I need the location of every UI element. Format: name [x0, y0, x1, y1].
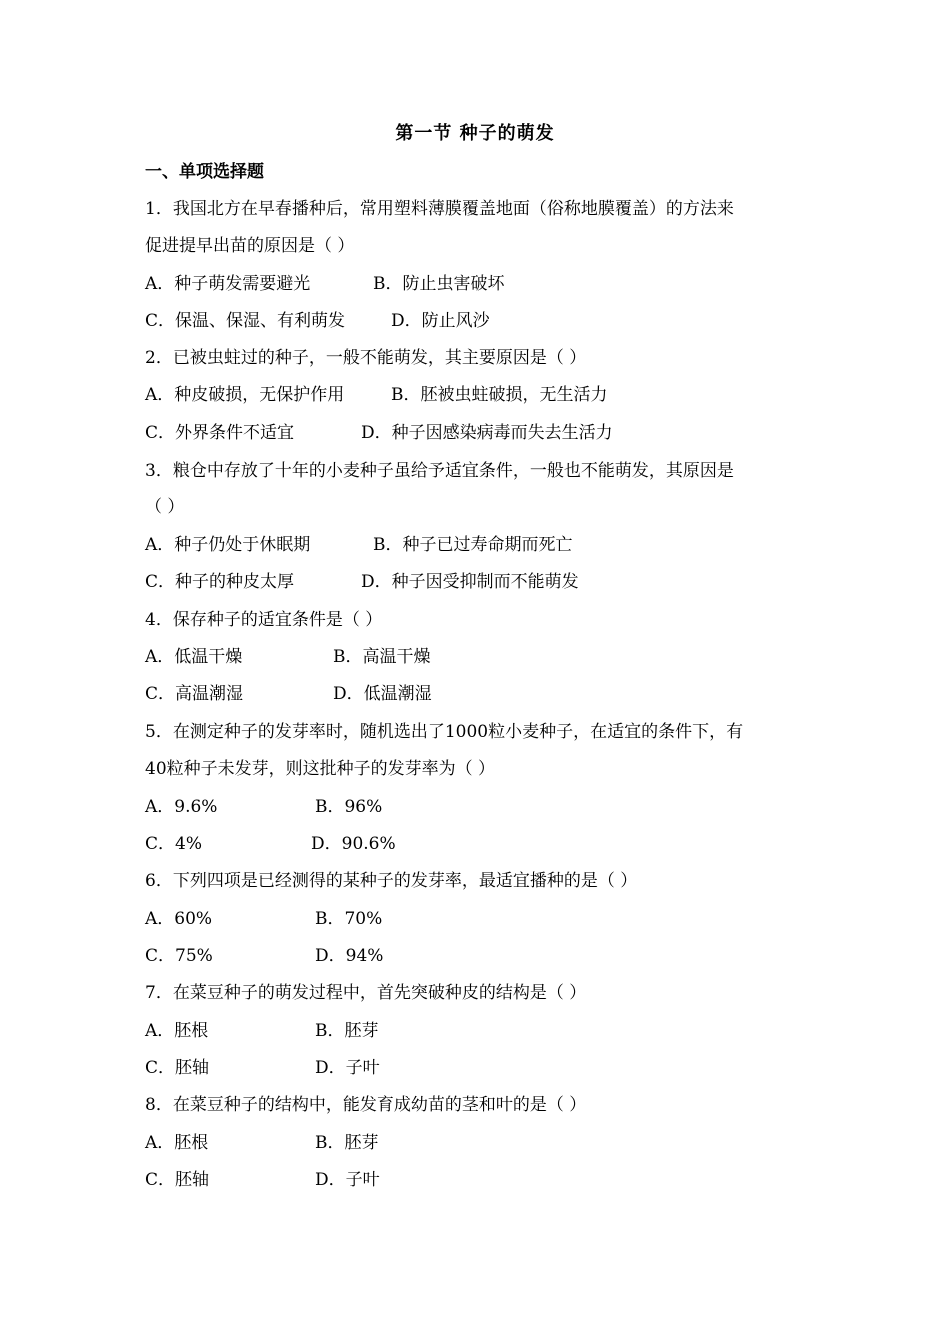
q5-options-row-1 — [145, 795, 383, 819]
q6-stem-line-1: 6．下列四项是已经测得的某种子的发芽率，最适宜播种的是（ ） — [145, 871, 638, 891]
q4-option-d: D．低温潮湿 — [333, 684, 432, 704]
q1-stem-line-2: 促进提早出苗的原因是（ ） — [145, 236, 355, 256]
q8-option-c: C．胚轴 — [145, 1170, 210, 1190]
q4-stem-line-1: 4．保存种子的适宜条件是（ ） — [145, 610, 383, 630]
q6-option-a: A．60% — [145, 909, 213, 929]
q1-option-d: D．防止风沙 — [391, 311, 490, 331]
q7-stem-line-1: 7．在菜豆种子的萌发过程中，首先突破种皮的结构是（ ） — [145, 983, 587, 1003]
q5-option-a: A．9.6% — [145, 797, 218, 817]
q5-option-c: C．4% — [145, 834, 202, 854]
q6-option-c: C．75% — [145, 946, 213, 966]
q6-option-d: D．94% — [315, 946, 384, 966]
q2-stem-line-1: 2．已被虫蛀过的种子，一般不能萌发，其主要原因是（ ） — [145, 348, 587, 368]
q4-option-c: C．高温潮湿 — [145, 684, 244, 704]
q2-option-a: A．种皮破损，无保护作用 — [145, 385, 345, 405]
q6-options-row-2 — [145, 944, 384, 968]
q1-options-row-2 — [145, 309, 490, 333]
q8-option-d: D．子叶 — [315, 1170, 380, 1190]
q3-option-c: C．种子的种皮太厚 — [145, 572, 295, 592]
q8-options-row-1 — [145, 1131, 379, 1155]
q3-options-row-2 — [145, 570, 579, 594]
q4-options-row-2 — [145, 682, 432, 706]
q3-option-a: A．种子仍处于休眠期 — [145, 535, 311, 555]
q4-option-a: A．低温干燥 — [145, 647, 243, 667]
q2-options-row-2 — [145, 421, 613, 445]
q1-option-c: C．保温、保湿、有利萌发 — [145, 311, 346, 331]
q1-option-b: B．防止虫害破坏 — [373, 274, 505, 294]
q5-stem-line-2: 40粒种子未发芽，则这批种子的发芽率为（ ） — [145, 759, 496, 779]
q3-option-b: B．种子已过寿命期而死亡 — [373, 535, 573, 555]
q8-stem-line-1: 8．在菜豆种子的结构中，能发育成幼苗的茎和叶的是（ ） — [145, 1095, 587, 1115]
q3-stem-line-1: 3．粮仓中存放了十年的小麦种子虽给予适宜条件，一般也不能萌发，其原因是 — [145, 461, 734, 481]
q1-stem-line-1: 1．我国北方在早春播种后，常用塑料薄膜覆盖地面（俗称地膜覆盖）的方法来 — [145, 199, 734, 219]
q8-option-b: B．胚芽 — [315, 1133, 379, 1153]
q6-option-b: B．70% — [315, 909, 383, 929]
q3-options-row-1 — [145, 533, 573, 557]
q5-stem-line-1: 5．在测定种子的发芽率时，随机选出了1000粒小麦种子，在适宜的条件下，有 — [145, 722, 744, 742]
q7-options-row-2 — [145, 1056, 380, 1080]
q4-options-row-1 — [145, 645, 431, 669]
q5-option-b: B．96% — [315, 797, 383, 817]
q1-option-a: A．种子萌发需要避光 — [145, 274, 311, 294]
q2-option-c: C．外界条件不适宜 — [145, 423, 295, 443]
q2-options-row-1 — [145, 383, 608, 407]
q7-option-b: B．胚芽 — [315, 1021, 379, 1041]
q2-option-d: D．种子因感染病毒而失去生活力 — [361, 423, 613, 443]
q3-option-d: D．种子因受抑制而不能萌发 — [361, 572, 579, 592]
q5-option-d: D．90.6% — [311, 834, 396, 854]
q3-stem-line-2: （ ） — [145, 497, 185, 517]
page-title: 第一节 种子的萌发 — [395, 123, 555, 144]
q6-options-row-1 — [145, 907, 383, 931]
q2-option-b: B．胚被虫蛀破损，无生活力 — [391, 385, 608, 405]
q4-option-b: B．高温干燥 — [333, 647, 431, 667]
q1-options-row-1 — [145, 272, 505, 296]
q8-options-row-2 — [145, 1168, 380, 1192]
q8-option-a: A．胚根 — [145, 1133, 209, 1153]
q7-options-row-1 — [145, 1019, 379, 1043]
q5-options-row-2 — [145, 832, 396, 856]
section-heading: 一、单项选择题 — [145, 162, 264, 182]
q7-option-c: C．胚轴 — [145, 1058, 210, 1078]
q7-option-d: D．子叶 — [315, 1058, 380, 1078]
q7-option-a: A．胚根 — [145, 1021, 209, 1041]
